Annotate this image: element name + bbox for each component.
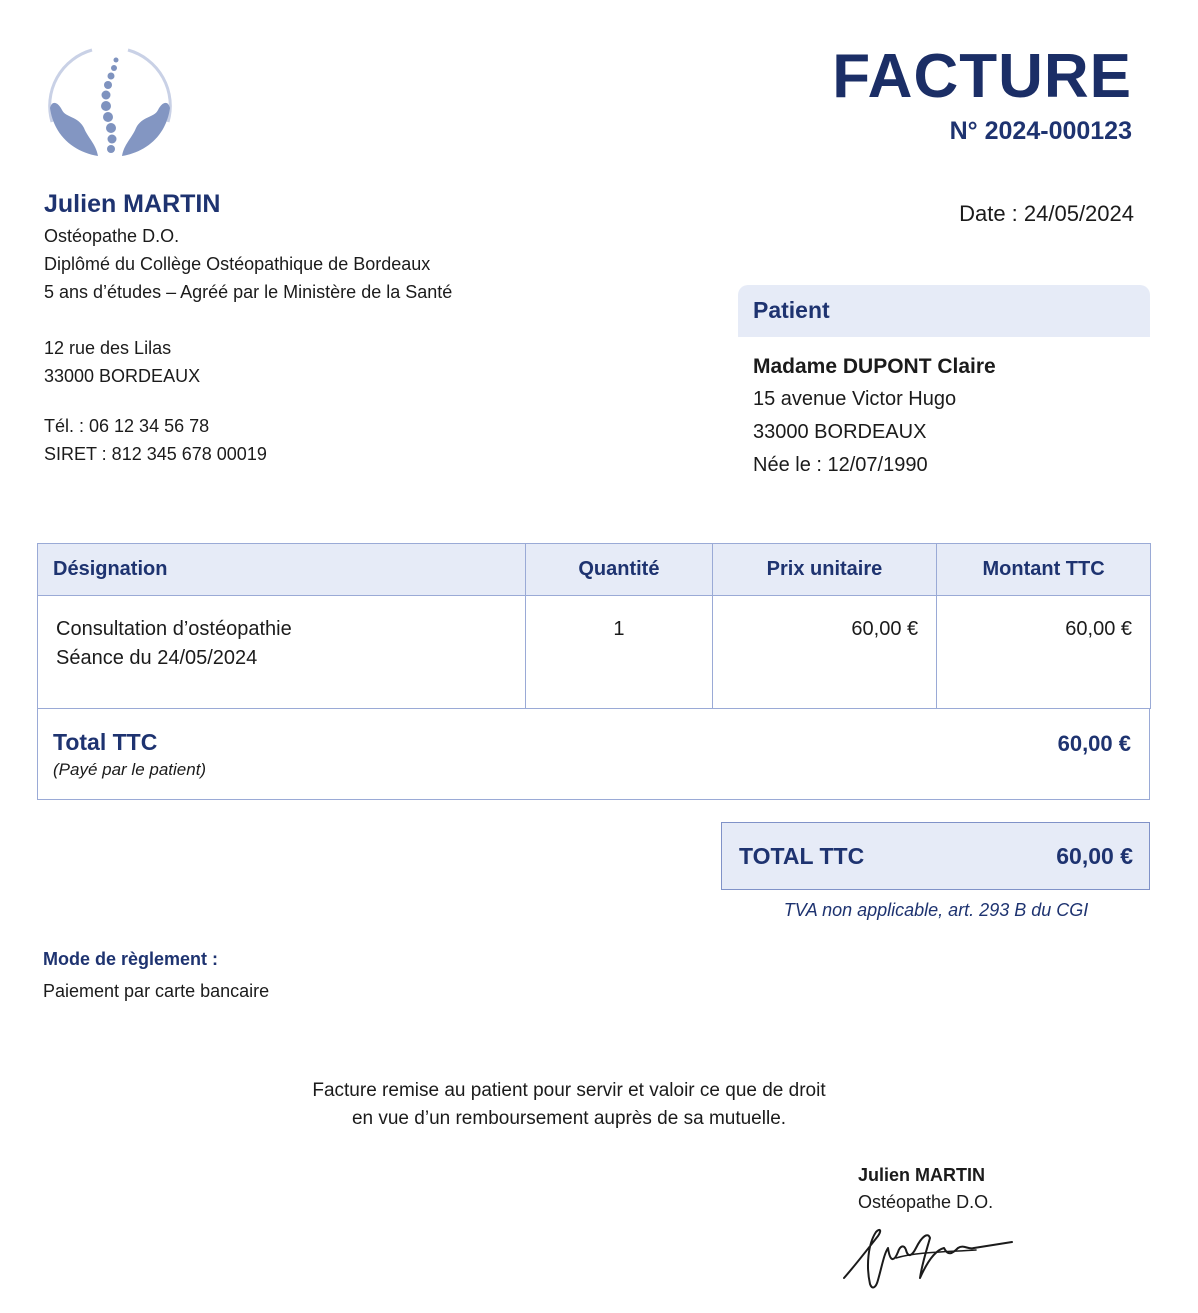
cell-quantity: 1: [526, 596, 713, 709]
patient-address-line: 33000 BORDEAUX: [753, 421, 927, 443]
signatory-name: Julien MARTIN: [858, 1165, 986, 1185]
grand-total-box: [721, 822, 1150, 890]
payment-method: Paiement par carte bancaire: [43, 981, 270, 1001]
table-row: [38, 596, 1151, 709]
cell-unit-price: 60,00 €: [712, 596, 936, 709]
subtotal-label: Total TTC: [53, 729, 158, 755]
issuer-phone: Tél. : 06 12 34 56 78: [44, 416, 210, 436]
issuer-address-line: 12 rue des Lilas: [44, 338, 172, 358]
issuer-siret: SIRET : 812 345 678 00019: [44, 444, 267, 464]
issuer-address-line: 33000 BORDEAUX: [44, 366, 201, 386]
column-header-unit-price: Prix unitaire: [712, 544, 936, 596]
issuer-line: Diplômé du Collège Ostéopathique de Bordeaux: [44, 254, 431, 274]
issuer-name: Julien MARTIN: [44, 190, 221, 218]
column-header-amount: Montant TTC: [937, 544, 1151, 596]
issuer-block: [44, 188, 604, 468]
grand-total-amount: 60,00 €: [1056, 843, 1133, 869]
column-header-quantity: Quantité: [526, 544, 713, 596]
closing-line: Facture remise au patient pour servir et valoir ce que de droit: [312, 1080, 826, 1101]
closing-line: en vue d’un remboursement auprès de sa mutuelle.: [351, 1108, 787, 1129]
item-designation: Consultation d’ostéopathie: [56, 618, 292, 640]
subtotal-row: [37, 709, 1150, 800]
cell-designation: [38, 596, 526, 709]
cell-amount: 60,00 €: [937, 596, 1151, 709]
patient-address-line: 15 avenue Victor Hugo: [753, 388, 957, 410]
invoice-title: FACTURE: [832, 42, 1132, 111]
signatory-title: Ostéopathe D.O.: [858, 1192, 994, 1212]
issuer-line: 5 ans d’études – Agréé par le Ministère de la Santé: [44, 282, 453, 302]
subtotal-amount: 60,00 €: [1057, 731, 1131, 756]
spine-hands-logo-icon: [44, 44, 176, 168]
patient-name: Madame DUPONT Claire: [753, 355, 996, 378]
subtotal-note: (Payé par le patient): [53, 760, 207, 779]
invoice-date: Date : 24/05/2024: [959, 201, 1134, 226]
patient-birth-date: Née le : 12/07/1990: [753, 454, 928, 476]
patient-heading: Patient: [738, 285, 1150, 337]
issuer-line: Ostéopathe D.O.: [44, 226, 180, 246]
invoice-items-table: [37, 543, 1151, 709]
invoice-number: N° 2024-000123: [949, 117, 1132, 145]
payment-label: Mode de règlement :: [43, 949, 219, 969]
grand-total-label: TOTAL TTC: [739, 843, 865, 869]
closing-statement: [0, 1077, 1138, 1133]
handwritten-signature-icon: [836, 1222, 1016, 1292]
item-detail: Séance du 24/05/2024: [56, 647, 258, 669]
vat-note: TVA non applicable, art. 293 B du CGI: [783, 900, 1089, 920]
patient-block: [738, 285, 1150, 482]
column-header-designation: Désignation: [38, 544, 526, 596]
table-header-row: [38, 544, 1151, 596]
